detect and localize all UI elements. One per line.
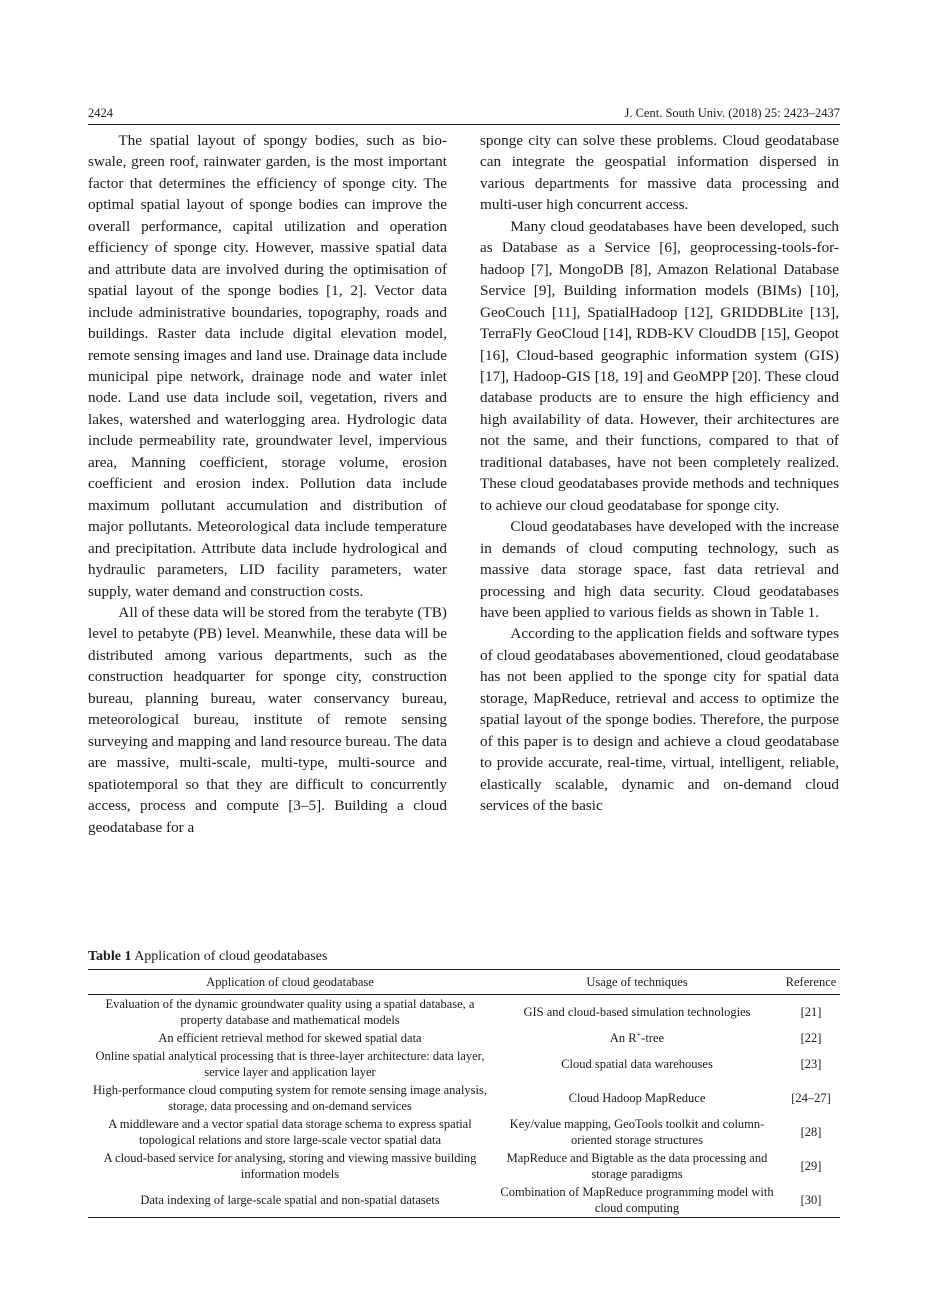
paragraph: All of these data will be stored from the terabyte (TB) level to petabyte (PB) level. Meanwhile, these data will be distributed among various departments, such as the construction headquarter for sponge city, construction bureau, planning bureau, water conservancy bureau, meteorological bureau, institute of remote sensing surveying and mapping and land resource bureau. The data are massive, multi-scale, multi-type, multi-source and spatiotemporal so that they are difficult to concurrently access, process and compute [3–5]. Building a cloud geodatabase for a [88, 603, 447, 836]
paragraph: Cloud geodatabases have developed with the increase in demands of cloud computing technology, such as massive data storage space, fast data retrieval and processing and high data security. Cloud geodatabases have been applied to various fields as shown in Table 1. [480, 518, 839, 621]
cell-application: Online spatial analytical processing that is three-layer architecture: data layer, service layer and application layer [95, 1048, 485, 1079]
paragraph: Many cloud geodatabases have been developed, such as Database as a Service [6], geoprocessing-tools-for-hadoop [7], MongoDB [8], Amazon Relational Database Service [9], Building information models (BIMs) [10], GeoCouch [11], SpatialHadoop [12], GRIDDBLite [13], TerraFly GeoCloud [14], RDB-KV CloudDB [15], Geopot [16], Cloud-based geographic information system (GIS) [17], Hadoop-GIS [18, 19] and GeoMPP [20]. These cloud database products are to ensure the high efficiency and high availability of data. However, their architectures are not the same, and their functions, compared to that of traditional databases, have not been completely realized. These cloud geodatabases provide methods and techniques to achieve our cloud geodatabase for sponge city. [480, 217, 839, 514]
running-header [88, 106, 840, 124]
cell-reference: [22] [800, 1030, 822, 1045]
paragraph: According to the application fields and software types of cloud geodatabases abovementioned, cloud geodatabase has not been applied to the sponge city for spatial data storage, MapReduce, retrieval and access to optimize the spatial layout of the sponge bodies. Therefore, the purpose of this paper is to design and achieve a cloud geodatabase to provide accurate, real-time, virtual, intelligent, reliable, elastically scalable, dynamic and on-demand cloud services of the basic [480, 625, 839, 815]
cell-reference: [23] [800, 1056, 822, 1071]
cell-application: An efficient retrieval method for skewed spatial data [158, 1030, 422, 1045]
table-label: Table 1 [88, 949, 132, 964]
cell-application: Evaluation of the dynamic groundwater quality using a spatial database, a property database and mathematical models [105, 996, 475, 1027]
cell-technique: Key/value mapping, GeoTools toolkit and column-oriented storage structures [509, 1116, 765, 1147]
left-column [88, 130, 447, 838]
cell-reference: [24–27] [791, 1090, 831, 1105]
cell-technique [492, 1029, 782, 1047]
cell-application: High-performance cloud computing system for remote sensing image analysis, storage, data processing and on-demand services [93, 1082, 487, 1113]
cell-reference: [28] [800, 1124, 822, 1139]
table-header-row [88, 970, 840, 995]
column-header-techniques: Usage of techniques [492, 970, 782, 995]
table-row [88, 995, 840, 1030]
cell-technique: Cloud Hadoop MapReduce [568, 1090, 706, 1105]
table-title: Application of cloud geodatabases [134, 949, 328, 964]
cell-technique: Combination of MapReduce programming model with cloud computing [492, 1183, 782, 1218]
header-rule [88, 124, 840, 125]
cell-technique: Cloud spatial data warehouses [561, 1056, 713, 1071]
cell-application: A cloud-based service for analysing, storing and viewing massive building information models [103, 1150, 477, 1181]
paragraph: The spatial layout of spongy bodies, such as bio-swale, green roof, rainwater garden, is the most important factor that determines the efficiency of sponge city. The optimal spatial layout of sponge bodies can improve the overall performance, capital utilization and operation efficiency of sponge city. However, massive spatial data and attribute data are involved during the optimisation of spatial layout of the sponge bodies [1, 2]. Vector data include administrative boundaries, topography, roads and buildings. Raster data include digital elevation model, remote sensing images and land use. Drainage data include municipal pipe network, drainage node and water inlet node. Land use data include soil, vegetation, rivers and lakes, watershed and waterlogging area. Hydrologic data include permeability rate, groundwater level, impervious area, Manning coefficient, storage volume, erosion coefficient and erosion index. Pollution data include maximum pollutant accumulation and distribution of major pollutants. Meteorological data include temperature and precipitation. Attribute data include hydrological and hydraulic parameters, LID facility parameters, water supply, water demand and construction costs. [88, 132, 447, 600]
paragraph-continuation: sponge city can solve these problems. Cloud geodatabase can integrate the geospatial information dispersed in various departments for massive data processing and multi-user high concurrent access. [480, 132, 839, 214]
table-caption [88, 949, 327, 965]
technique-text: An R [609, 1030, 637, 1045]
cell-application: A middleware and a vector spatial data storage schema to express spatial topological relations and store large-scale vector spatial data [108, 1116, 472, 1147]
cell-reference: [29] [800, 1158, 822, 1173]
table-row [88, 1149, 840, 1183]
table-row [88, 1183, 840, 1218]
table-row [88, 1115, 840, 1149]
table-row [88, 1029, 840, 1047]
table-row [88, 1047, 840, 1081]
right-column [480, 130, 839, 817]
superscript: + [636, 1029, 642, 1039]
column-header-reference: Reference [782, 970, 840, 995]
journal-citation: J. Cent. South Univ. (2018) 25: 2423–2437 [624, 106, 840, 120]
column-header-application: Application of cloud geodatabase [88, 970, 492, 995]
cell-technique: GIS and cloud-based simulation technologies [523, 1004, 751, 1019]
cell-application: Data indexing of large-scale spatial and non-spatial datasets [88, 1183, 492, 1218]
cell-reference: [30] [782, 1183, 840, 1218]
page-number: 2424 [88, 106, 113, 120]
cell-technique: MapReduce and Bigtable as the data processing and storage paradigms [506, 1150, 768, 1181]
table-row [88, 1081, 840, 1115]
applications-table [88, 969, 840, 1218]
technique-text: -tree [641, 1030, 665, 1045]
cell-reference: [21] [800, 1004, 822, 1019]
